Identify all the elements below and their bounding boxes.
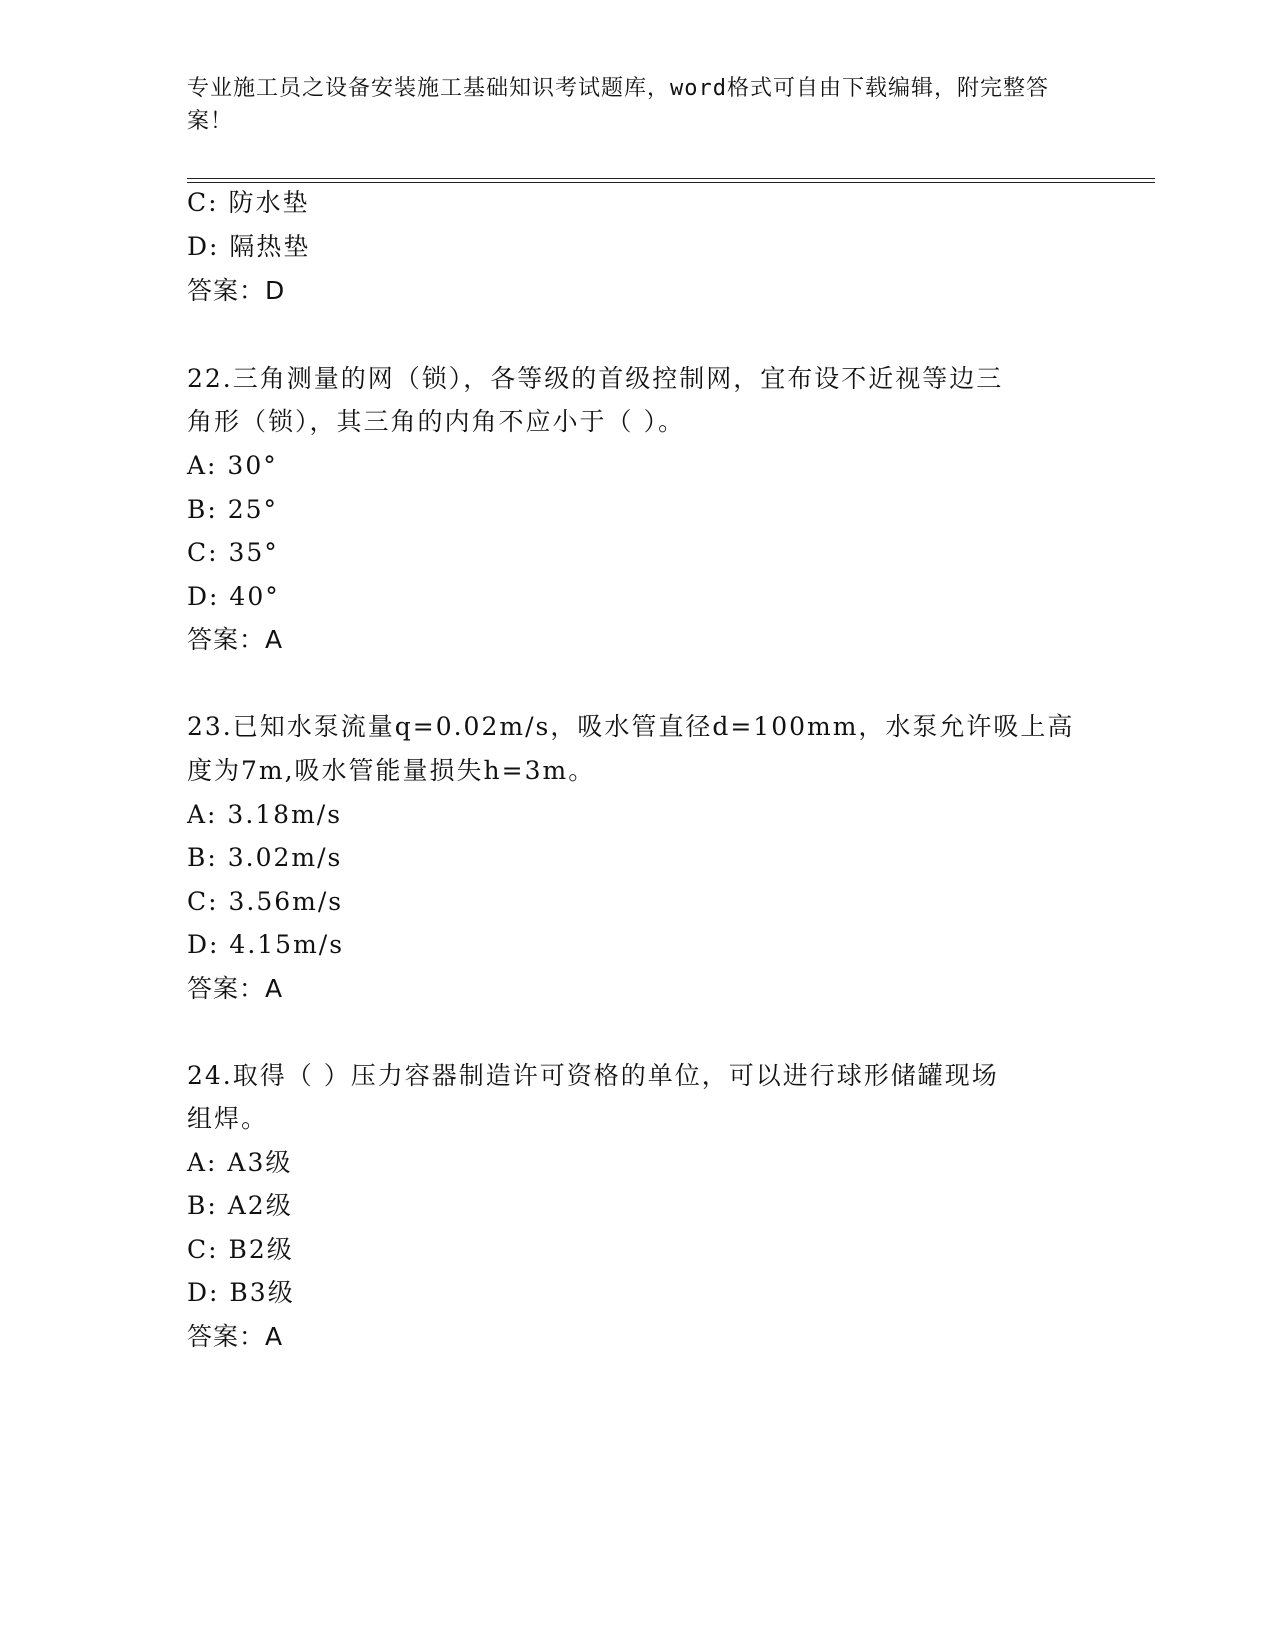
header-rule-top: [187, 178, 1155, 179]
question-stem: 角形（锁），其三角的内角不应小于（ ）。: [187, 407, 685, 436]
option-d: D: 4.15m/s: [187, 930, 345, 959]
question-stem: 22.三角测量的网（锁），各等级的首级控制网，宜布设不近视等边三: [187, 364, 1004, 393]
option-b: B: A2级: [187, 1191, 293, 1220]
option-c: C: B2级: [187, 1235, 294, 1264]
option-a: A: 30°: [187, 451, 278, 480]
question-stem: 组焊。: [187, 1104, 269, 1133]
option-b: B: 3.02m/s: [187, 843, 343, 872]
option-b: B: 25°: [187, 495, 279, 524]
answer: 答案：A: [187, 625, 284, 654]
option-a: A: 3.18m/s: [187, 800, 343, 829]
option-c: C: 35°: [187, 538, 279, 567]
option-c: C: 防水垫: [187, 188, 310, 217]
answer: 答案：A: [187, 974, 284, 1003]
question-stem: 24.取得（ ）压力容器制造许可资格的单位，可以进行球形储罐现场: [187, 1061, 999, 1090]
question-stem: 度为7m,吸水管能量损失h=3m。: [187, 756, 596, 785]
option-d: D: 40°: [187, 582, 280, 611]
answer: 答案：D: [187, 276, 286, 305]
option-c: C: 3.56m/s: [187, 887, 344, 916]
answer: 答案：A: [187, 1322, 284, 1351]
document-header: 专业施工员之设备安装施工基础知识考试题库，word格式可自由下载编辑，附完整答案！: [187, 76, 1049, 134]
header-rule-bottom: [187, 182, 1155, 183]
option-a: A: A3级: [187, 1148, 293, 1177]
option-d: D: B3级: [187, 1278, 295, 1307]
question-stem: 23.已知水泵流量q=0.02m/s，吸水管直径d=100mm，水泵允许吸上高: [187, 712, 1075, 741]
option-d: D: 隔热垫: [187, 232, 311, 261]
